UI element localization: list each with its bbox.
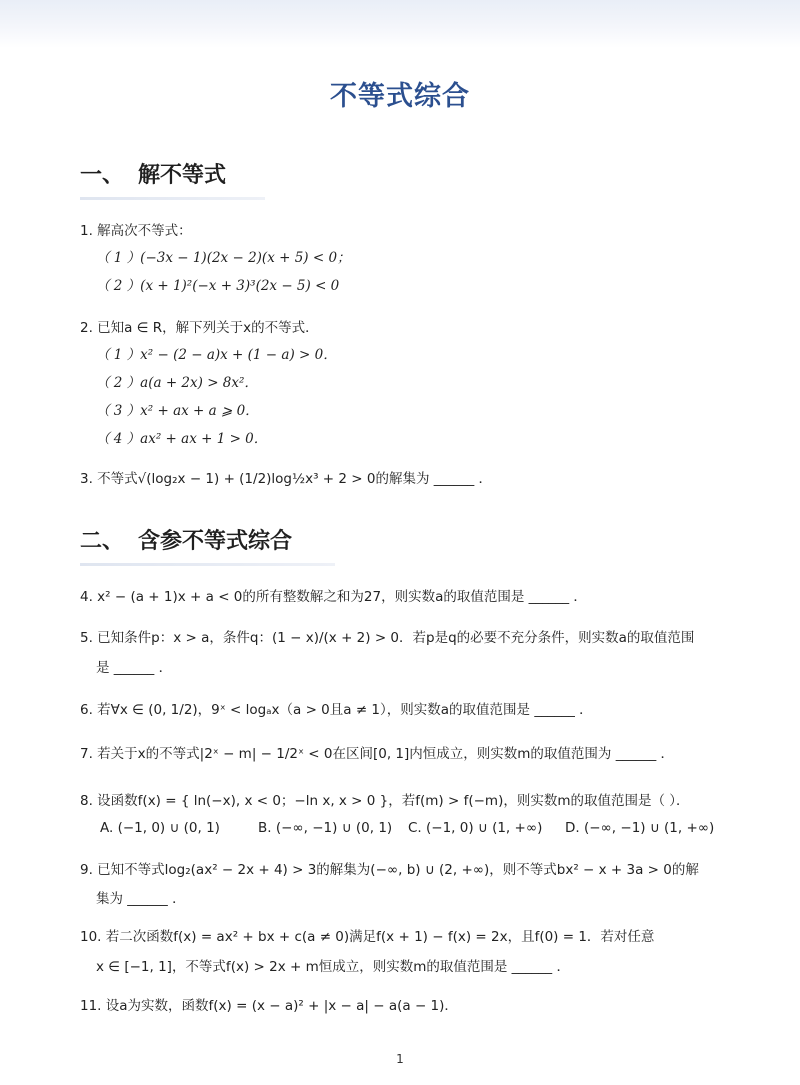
question-6: 6. 若∀x ∈ (0, 1/2)，9ˣ < logₐx（a > 0且a ≠ 1），则实数a的取值范围是 ______ ． xyxy=(80,702,593,718)
question-2-part-1: （ 1 ）x² − (2 − a)x + (1 − a) > 0． xyxy=(96,347,337,363)
question-4: 4. x² − (a + 1)x + a < 0的所有整数解之和为27，则实数a的取值范围是 ______ ． xyxy=(80,589,587,605)
question-9-line-1: 9. 已知不等式log₂(ax² − 2x + 4) > 3的解集为(−∞, b) ∪ (2, +∞)，则不等式bx² − x + 3a > 0的解 xyxy=(80,862,699,878)
section-title: 解不等式 xyxy=(138,163,227,188)
question-10-line-1: 10. 若二次函数f(x) = ax² + bx + c(a ≠ 0)满足f(x + 1) − f(x) = 2x，且f(0) = 1．若对任意 xyxy=(80,929,655,945)
section-number: 一、 xyxy=(80,163,125,188)
page-number: 1 xyxy=(396,1052,404,1066)
question-1-part-2: （ 2 ）(x + 1)²(−x + 3)³(2x − 5) < 0 xyxy=(96,278,340,294)
question-8-option-a: A. (−1, 0) ∪ (0, 1) xyxy=(100,820,220,836)
question-2-part-4: （ 4 ）ax² + ax + 1 > 0． xyxy=(96,431,268,447)
question-10-line-2: x ∈ [−1, 1]，不等式f(x) > 2x + m恒成立，则实数m的取值范围是 ______ ． xyxy=(96,959,570,975)
question-5-line-1: 5. 已知条件p：x > a，条件q：(1 − x)/(x + 2) > 0．若p是q的必要不充分条件，则实数a的取值范围 xyxy=(80,630,695,646)
section-heading-2 xyxy=(80,524,292,555)
section-number: 二、 xyxy=(80,529,125,554)
section-title: 含参不等式综合 xyxy=(138,529,293,554)
question-1-stem: 1. 解高次不等式： xyxy=(80,223,192,239)
question-11: 11. 设a为实数，函数f(x) = (x − a)² + |x − a| − a(a − 1)． xyxy=(80,998,458,1014)
section-underline xyxy=(80,563,335,566)
document-title: 不等式综合 xyxy=(330,81,470,112)
question-1-part-1: （ 1 ）(−3x − 1)(2x − 2)(x + 5) < 0； xyxy=(96,250,351,266)
question-2-stem: 2. 已知a ∈ R，解下列关于x的不等式． xyxy=(80,320,319,336)
question-2-part-3: （ 3 ）x² + ax + a ⩾ 0． xyxy=(96,403,259,419)
question-2-part-2: （ 2 ）a(a + 2x) > 8x²． xyxy=(96,375,258,391)
question-8-option-d: D. (−∞, −1) ∪ (1, +∞) xyxy=(565,820,715,836)
question-9-line-2: 集为 ______ ． xyxy=(96,891,186,907)
section-underline xyxy=(80,197,265,200)
question-8-option-c: C. (−1, 0) ∪ (1, +∞) xyxy=(408,820,543,836)
header-band xyxy=(0,0,800,48)
question-8-option-b: B. (−∞, −1) ∪ (0, 1) xyxy=(258,820,393,836)
section-heading-1 xyxy=(80,158,226,189)
question-8-stem: 8. 设函数f(x) = { ln(−x), x < 0；−ln x, x > 0 }，若f(m) > f(−m)，则实数m的取值范围是（ ）． xyxy=(80,793,690,809)
question-3: 3. 不等式√(log₂x − 1) + (1/2)log½x³ + 2 > 0的解集为 ______ ． xyxy=(80,471,493,487)
question-7: 7. 若关于x的不等式|2ˣ − m| − 1/2ˣ < 0在区间[0, 1]内恒成立，则实数m的取值范围为 ______ ． xyxy=(80,746,675,762)
question-5-line-2: 是 ______ ． xyxy=(96,660,173,676)
